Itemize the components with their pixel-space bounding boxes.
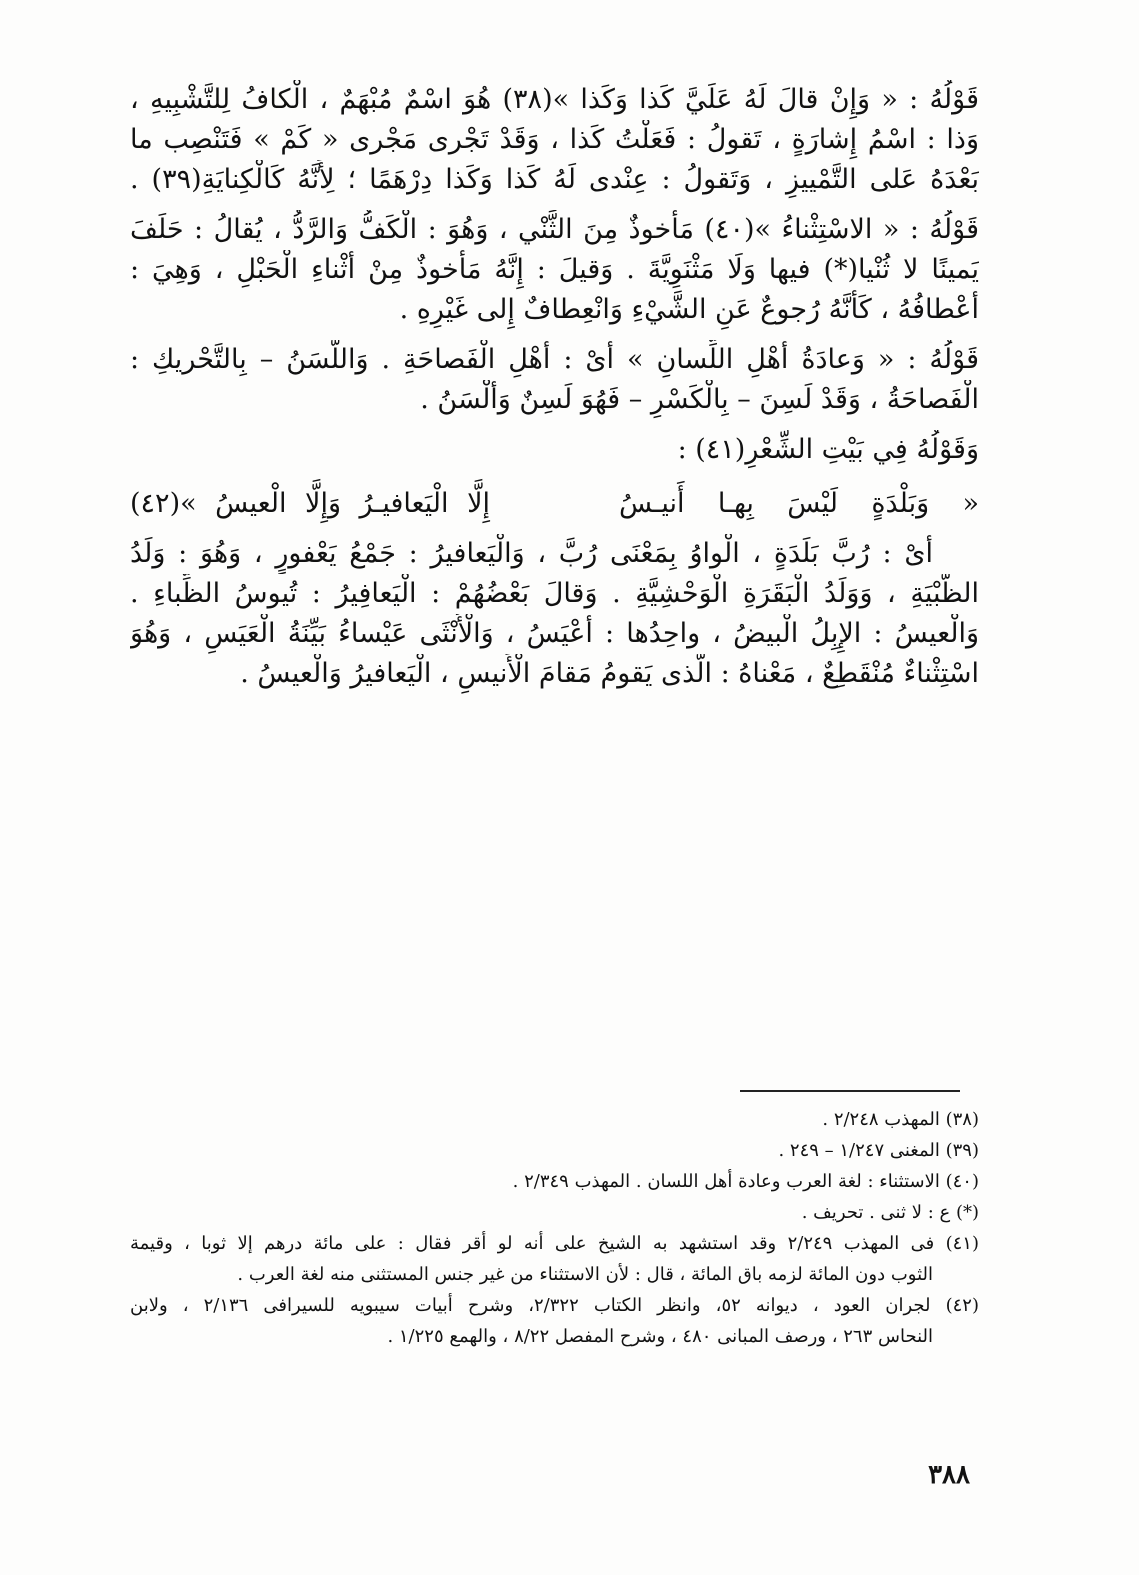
text-line: وَذا : اسْمُ إِشارَةٍ ، تَقولُ : فَعَلْتُ كَذا ، وَقَدْ تَجْرى مَجْرى « كَمْ » فَتَنْصِب ما bbox=[130, 124, 979, 155]
text-line: قَوْلُهُ : « الاسْتِثْناءُ »(٤٠) مَأْخوذٌ مِنَ الثَّنْي ، وَهُوَ : الْكَفُّ وَالرَّدُّ ، يُقالُ : حَلَفَ bbox=[130, 214, 979, 245]
text-line: وَقَوْلُهُ فِي بَيْتِ الشِّعْرِ(٤١) : bbox=[677, 434, 979, 465]
footnote: (٤١) فى المهذب ٢/٢٤٩ وقد استشهد به الشيخ على أنه لو أقر فقال : على مائة درهم إلا ثوبا ، وقيمة bbox=[130, 1233, 979, 1254]
text-line: يَمينًا لا ثُنْيا(*) فيها وَلَا مَثْنَوِيَّةَ . وَقيلَ : إِنَّهُ مَأْخوذٌ مِنْ أَثْناءِ الْحَبْلِ ، وَهِيَ : bbox=[130, 254, 979, 285]
footnote: (٤٢) لجران العود ، ديوانه ٥٢، وانظر الكتاب ٢/٣٢٢، وشرح أبيات سيبويه للسيرافى ٢/١٣٦ ، ولابن bbox=[130, 1295, 979, 1316]
text-line: أَىْ : رُبَّ بَلَدَةٍ ، الْواوُ بِمَعْنَى رُبَّ ، وَالْيَعافيرُ : جَمْعُ يَعْفورٍ ، وَهُوَ : وَلَدُ bbox=[130, 538, 933, 569]
text-line: اسْتِثْناءٌ مُنْقَطِعٌ ، مَعْناهُ : الَّذى يَقومُ مَقامَ الْأَنيسِ ، الْيَعافيرُ وَالْعيسُ . bbox=[240, 658, 979, 689]
verse-first-hemistich: « وَبَلْدَةٍ لَيْسَ بِهـا أَنيـسُ bbox=[619, 488, 979, 519]
footnote-continuation: الثوب دون المائة لزمه باق المائة ، قال : لأن الاستثناء من غير جنس المستثنى منه لغة العرب . bbox=[237, 1264, 933, 1285]
text-line: الْفَصاحَةُ ، وَقَدْ لَسِنَ – بِالْكَسْرِ – فَهُوَ لَسِنٌ وَأَلْسَنُ . bbox=[420, 384, 979, 415]
footnote: (٣٩) المغنى ١/٢٤٧ – ٢٤٩ . bbox=[778, 1140, 979, 1161]
footnote: (*) ع : لا ثنى . تحريف . bbox=[801, 1202, 979, 1223]
footnotes bbox=[130, 1104, 979, 1352]
main-text bbox=[130, 80, 979, 694]
text-line: قَوْلُهُ : « وَإِنْ قالَ لَهُ عَلَيَّ كَذا وَكَذا »(٣٨) هُوَ اسْمٌ مُبْهَمٌ ، الْكافُ لِلتَّشْبِيهِ ، bbox=[130, 84, 979, 115]
text-line: قَوْلُهُ : « وَعادَةُ أَهْلِ اللِّسانِ » أَىْ : أَهْلِ الْفَصاحَةِ . وَاللَّسَنُ – بِالتَّحْريكِ : bbox=[130, 344, 979, 375]
text-line: بَعْدَهُ عَلى التَّمْييزِ ، وَتَقولُ : عِنْدى لَهُ كَذا وَكَذا دِرْهَمًا ؛ لِأَنَّهُ كَالْكِنايَةِ(٣٩) . bbox=[130, 164, 979, 195]
footnote: (٤٠) الاستثناء : لغة العرب وعادة أهل اللسان . المهذب ٢/٣٤٩ . bbox=[512, 1171, 979, 1192]
text-line: أَعْطافُهُ ، كَأَنَّهُ رُجوعٌ عَنِ الشَّيْءِ وَانْعِطافٌ إِلى غَيْرِهِ . bbox=[399, 294, 979, 325]
page-number: ٣٨٨ bbox=[928, 1460, 970, 1490]
text-line: وَالْعيسُ : الإِبِلُ الْبيضُ ، واحِدُها : أَعْيَسُ ، وَالْأُنْثَى عَيْساءُ بَيِّنَةُ الْعَيَسِ ، وَهُوَ bbox=[130, 618, 979, 649]
footnote: (٣٨) المهذب ٢/٢٤٨ . bbox=[822, 1109, 979, 1130]
text-line: الظَّبْيَةِ ، وَوَلَدُ الْبَقَرَةِ الْوَحْشِيَّةِ . وَقالَ بَعْضُهُمْ : الْيَعافِيرُ : تُيوسُ الظِّباءِ . bbox=[130, 578, 979, 609]
verse-second-hemistich: إِلَّا الْيَعافيـرُ وَإِلَّا الْعيسُ »(٤٢) bbox=[130, 488, 490, 519]
footnote-continuation: النحاس ٢٦٣ ، ورصف المبانى ٤٨٠ ، وشرح المفصل ٨/٢٢ ، والهمع ١/٢٢٥ . bbox=[387, 1326, 933, 1347]
footnote-separator bbox=[740, 1090, 960, 1092]
poetry-verse bbox=[130, 482, 979, 526]
